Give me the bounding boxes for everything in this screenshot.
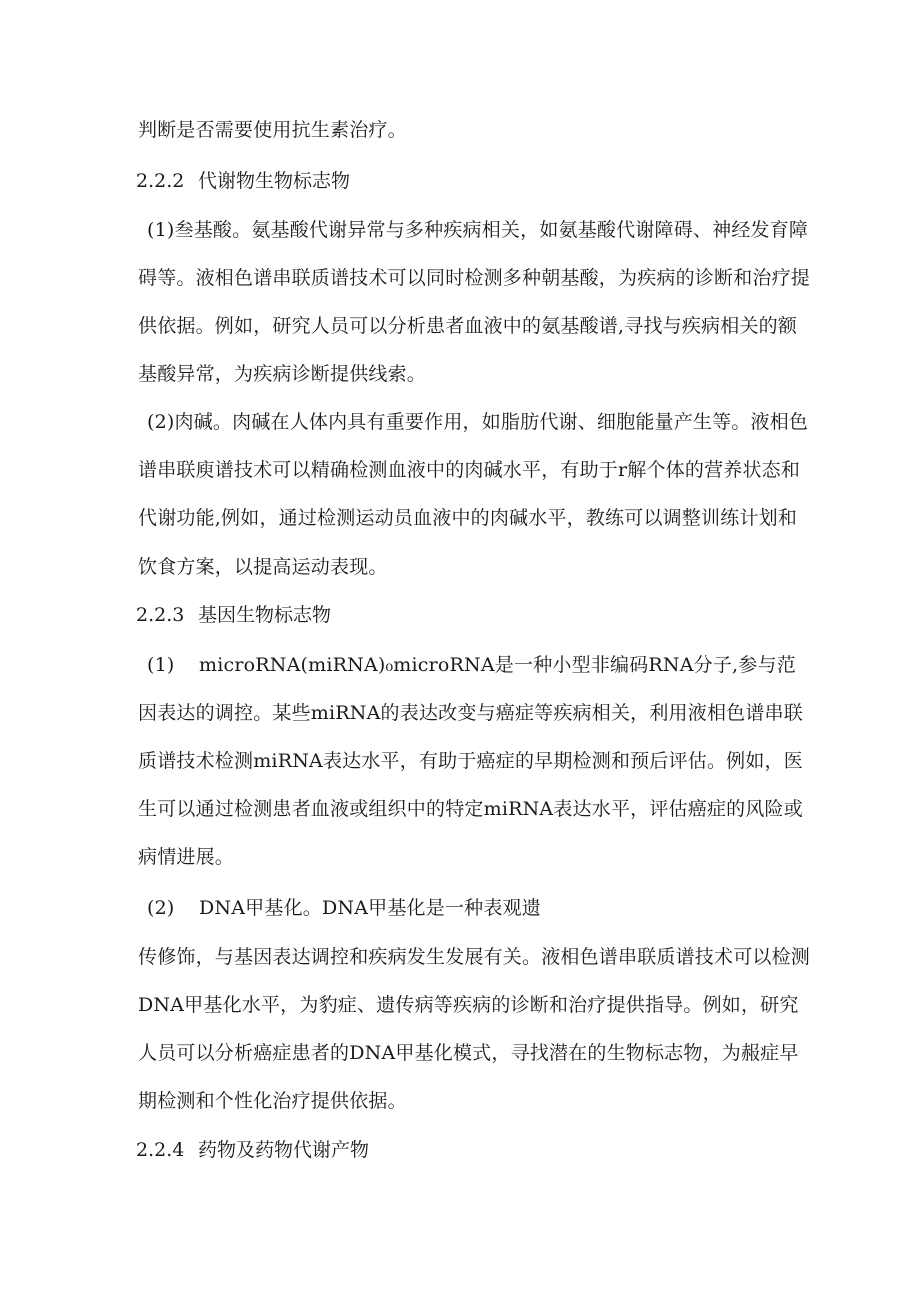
paragraph-line: 生可以通过检测患者血液或组织中的特定miRNA表达水平，评估癌症的风险或 — [138, 798, 803, 820]
paragraph-text: DNA甲基化。DNA甲基化是一种表观遗 — [199, 897, 541, 919]
paragraph-line: 供依据。例如，研究人员可以分析患者血液中的氨基酸谱,寻找与疾病相关的额 — [138, 315, 798, 337]
section-number: 2.2.2 — [136, 170, 185, 192]
paragraph-line: 饮食方案，以提高运动表现。 — [138, 556, 388, 578]
paragraph-line: 碍等。液相色谱串联质谱技术可以同时检测多种朝基酸，为疾病的诊断和治疗提 — [138, 267, 811, 289]
paragraph-text: microRNA(miRNA)₀microRNA是一种小型非编码RNA分子,参与范 — [199, 654, 796, 676]
paragraph-line: 质谱技术检测miRNA表达水平，有助于癌症的早期检测和预后评估。例如，医 — [138, 750, 803, 772]
section-heading-2-2-2 — [136, 169, 350, 193]
paragraph-line: (1)叁基酸。氨基酸代谢异常与多种疾病相关，如氨基酸代谢障碍、神经发育障 — [147, 219, 809, 241]
paragraph-line: 因表达的调控。某些miRNA的表达改变与癌症等疾病相关，利用液相色谱串联 — [138, 702, 803, 724]
paragraph-line: 代谢功能,例如，通过检测运动员血液中的肉碱水平，教练可以调整训练计划和 — [138, 507, 798, 529]
paragraph-line: 传修饰，与基因表达调控和疾病发生发展有关。液相色谱串联质谱技术可以检测 — [138, 946, 811, 968]
paragraph-line: 人员可以分析癌症患者的DNA甲基化模式，寻找潜在的生物标志物，为赧症早 — [138, 1042, 799, 1064]
paragraph-line — [147, 896, 541, 920]
paragraph-line: 病情进展。 — [138, 846, 235, 868]
section-number: 2.2.3 — [136, 604, 185, 626]
section-title: 代谢物生物标志物 — [198, 170, 351, 192]
paragraph-line — [147, 653, 796, 677]
enum-marker: (2) — [147, 897, 175, 919]
paragraph-line: 判断是否需要使用抗生素治疗。 — [138, 119, 407, 141]
paragraph-line: 期检测和个性化治疗提供依据。 — [138, 1090, 407, 1112]
section-title: 基因生物标志物 — [198, 604, 332, 626]
section-heading-2-2-4 — [136, 1138, 369, 1162]
paragraph-line: DNA甲基化水平，为豹症、遗传病等疾病的诊断和治疗提供指导。例如，研究 — [138, 994, 799, 1016]
section-heading-2-2-3 — [136, 603, 331, 627]
paragraph-line: 谱串联庾谱技术可以精确检测血液中的肉碱水平，有助于r解个体的营养状态和 — [138, 459, 801, 481]
section-number: 2.2.4 — [136, 1139, 185, 1161]
section-title: 药物及药物代谢产物 — [198, 1139, 370, 1161]
paragraph-line: (2)肉碱。肉碱在人体内具有重要作用，如脂肪代谢、细胞能量产生等。液相色 — [147, 411, 809, 433]
enum-marker: (1) — [147, 654, 175, 676]
paragraph-line: 基酸异常，为疾病诊断提供线索。 — [138, 363, 427, 385]
